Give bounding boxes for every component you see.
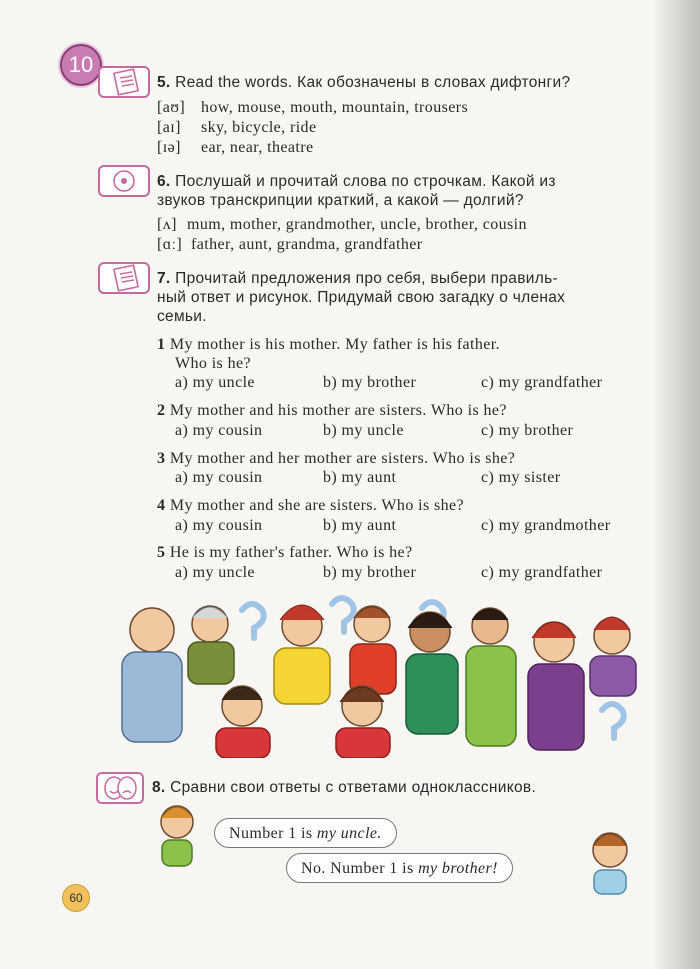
- ex7-title-line-1: 7. Прочитай предложения про себя, выбери правиль-: [157, 270, 558, 287]
- boy-left-figure: [152, 800, 202, 868]
- ex6-title-line-1: 6. Послушай и прочитай слова по строчкам. Какой из: [157, 173, 556, 190]
- ex7-title-line-2: ный ответ и рисунок. Придумай свою загадку о членах: [157, 289, 566, 306]
- ex7-item-1-options: a) my uncle b) my brother c) my grandfather: [175, 374, 603, 391]
- ex6-line-2: [ɑː] father, aunt, grandma, grandfather: [157, 236, 423, 253]
- book-spine-shadow: [654, 0, 700, 969]
- ex8-title: 8. Сравни свои ответы с ответами одноклассников.: [152, 779, 537, 796]
- ex7-item-5-question: 5 He is my father's father. Who is he?: [157, 544, 413, 561]
- ex7-item-4-options: a) my cousin b) my aunt c) my grandmother: [175, 517, 611, 534]
- book-icon: [98, 262, 150, 294]
- book-icon: [98, 66, 150, 98]
- boy-right-figure: [584, 826, 636, 896]
- ex6-line-1: [ʌ] mum, mother, grandmother, uncle, brother, cousin: [157, 216, 527, 233]
- ex7-item-3-options: a) my cousin b) my aunt c) my sister: [175, 469, 561, 486]
- speech-bubble-1: Number 1 is my uncle.: [214, 818, 397, 848]
- speech-bubble-2: No. Number 1 is my brother!: [286, 853, 513, 883]
- cd-icon: [98, 165, 150, 197]
- ex7-item-2-question: 2 My mother and his mother are sisters. Who is he?: [157, 402, 507, 419]
- ex7-item-4-question: 4 My mother and she are sisters. Who is she?: [157, 497, 465, 514]
- ex6-title-line-2: звуков транскрипции краткий, а какой — долгий?: [157, 192, 524, 209]
- family-illustration: [92, 590, 652, 758]
- ex5-line-1: [aʊ] how, mouse, mouth, mountain, trousers: [157, 99, 469, 116]
- ex7-item-5-options: a) my uncle b) my brother c) my grandfather: [175, 564, 603, 581]
- theatre-masks-icon: [96, 772, 144, 804]
- ex7-item-2-options: a) my cousin b) my uncle c) my brother: [175, 422, 574, 439]
- page-number: 60: [62, 884, 90, 912]
- ex5-line-3: [ɪə] ear, near, theatre: [157, 139, 314, 156]
- ex7-item-1-question-cont: Who is he?: [175, 355, 251, 372]
- ex7-item-1-question: 1 My mother is his mother. My father is his father.: [157, 336, 501, 353]
- ex5-line-2: [aɪ] sky, bicycle, ride: [157, 119, 317, 136]
- lesson-number-badge: 10: [60, 44, 102, 86]
- ex7-item-3-question: 3 My mother and her mother are sisters. Who is she?: [157, 450, 516, 467]
- ex5-title: 5. Read the words. Как обозначены в словах дифтонги?: [157, 74, 571, 91]
- ex7-title-line-3: семьи.: [157, 308, 207, 325]
